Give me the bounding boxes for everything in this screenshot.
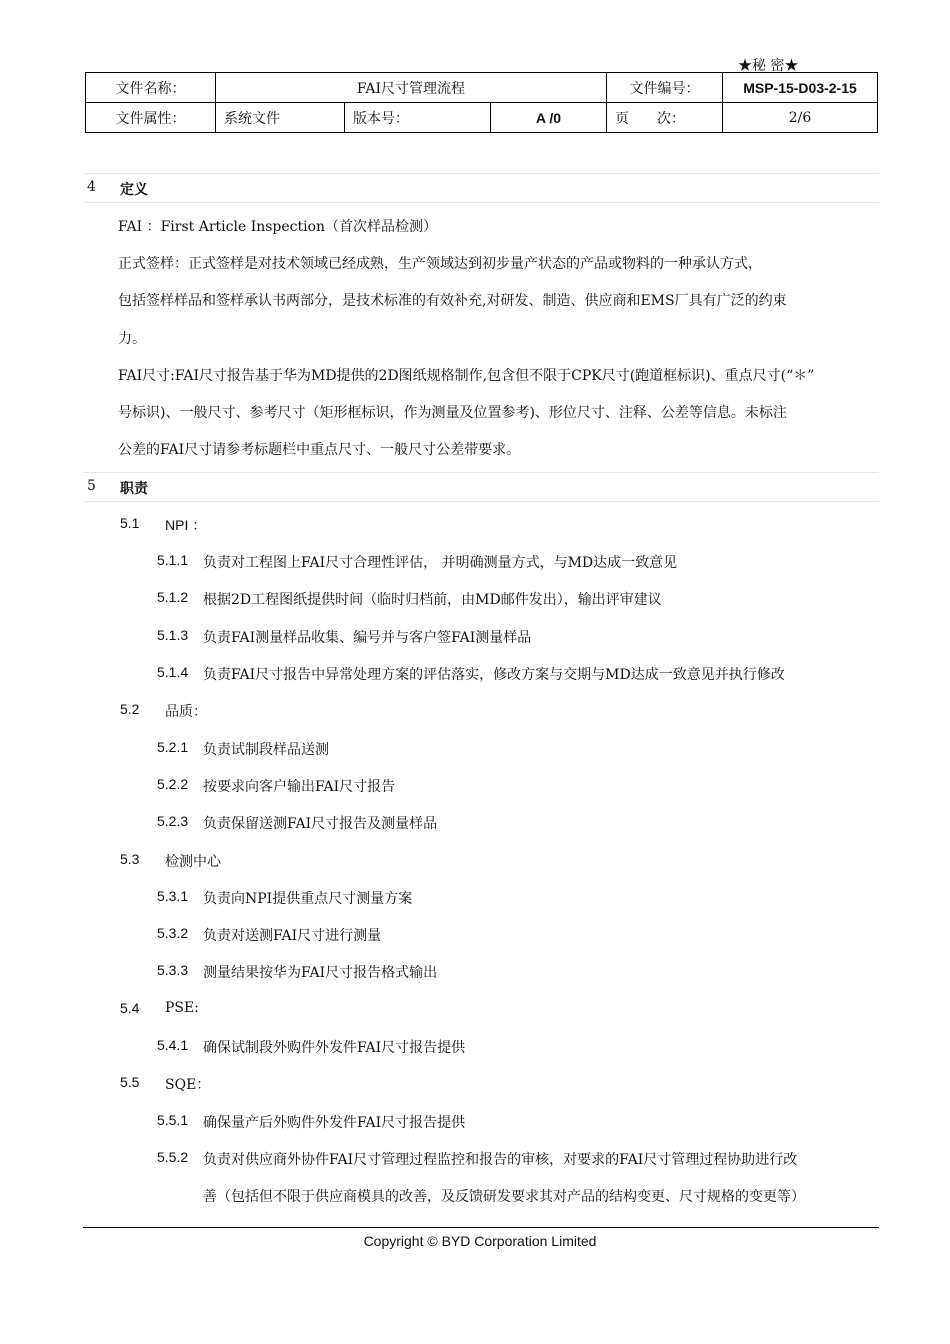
item-text: 确保量产后外购件外发件FAI尺寸报告提供 [203,1115,466,1131]
definition-line: 包括签样样品和签样承认书两部分，是技术标准的有效补充,对研发、制造、供应商和EMS厂具有广泛的约束 [118,293,787,309]
doc-no-value: MSP-15-D03-2-15 [723,73,878,103]
item-number: 5.3.3 [157,962,189,978]
page-value: 2/6 [723,103,878,133]
item-text: 负责对工程图上FAI尺寸合理性评估， 并明确测量方式，与MD达成一致意见 [203,555,678,571]
definition-line: 力。 [118,331,146,347]
item-number: 5.1.3 [157,627,189,643]
subsection-number: 5.4 [120,1000,140,1016]
item-text: 测量结果按华为FAI尺寸报告格式输出 [203,965,438,981]
doc-no-label: 文件编号： [607,73,723,103]
footer-divider [83,1227,879,1228]
subsection-title: 检测中心 [165,854,221,870]
definition-line: FAI ：First Article Inspection（首次样品检测） [118,219,438,235]
copyright-footer: Copyright © BYD Corporation Limited [363,1233,597,1249]
item-number: 5.1.2 [157,589,189,605]
item-number: 5.4.1 [157,1037,189,1053]
definition-line: FAI尺寸:FAI尺寸报告基于华为MD提供的2D图纸规格制作,包含但不限于CPK尺寸(跑道框标识)、重点尺寸(“＊” [118,368,815,384]
version-value: A /0 [491,103,607,133]
subsection-number: 5.2 [120,701,140,717]
item-number: 5.2.3 [157,813,189,829]
section-heading-4 [83,173,879,203]
item-number: 5.1.4 [157,664,189,680]
item-number: 5.1.1 [157,552,189,568]
section-title: 职责 [120,481,148,497]
doc-name-value: FAI尺寸管理流程 [216,73,607,103]
item-text: 负责FAI测量样品收集、编号并与客户签FAI测量样品 [203,630,532,646]
item-number: 5.3.1 [157,888,189,904]
section-heading-5 [83,472,879,502]
definition-line: 号标识)、一般尺寸、参考尺寸（矩形框标识，作为测量及位置参考)、形位尺寸、注释、公差等信息。未标注 [118,405,787,421]
version-label: 版本号： [345,103,491,133]
item-text: 按要求向客户输出FAI尺寸报告 [203,779,396,795]
doc-attr-label: 文件属性： [86,103,216,133]
doc-attr-value: 系统文件 [216,103,345,133]
subsection-number: 5.3 [120,851,140,867]
item-text: 负责对送测FAI尺寸进行测量 [203,928,382,944]
document-header-table [85,72,878,133]
item-text: 根据2D工程图纸提供时间（临时归档前，由MD邮件发出），输出评审建议 [203,592,662,608]
definition-line: 正式签样：正式签样是对技术领域已经成熟，生产领域达到初步量产状态的产品或物料的一种承认方式， [118,256,762,272]
subsection-title: 品质： [165,704,207,720]
item-text: 负责对供应商外协件FAI尺寸管理过程监控和报告的审核，对要求的FAI尺寸管理过程协助进行改 [203,1152,798,1168]
item-number: 5.5.2 [157,1149,189,1165]
item-text: 确保试制段外购件外发件FAI尺寸报告提供 [203,1040,466,1056]
subsection-title: PSE: [165,1000,199,1016]
page-label: 页 次： [607,103,723,133]
section-number: 5 [87,478,96,494]
item-text: 负责FAI尺寸报告中异常处理方案的评估落实，修改方案与交期与MD达成一致意见并执行修改 [203,667,785,683]
section-number: 4 [87,179,96,195]
confidential-mark: ★秘 密★ [738,58,799,74]
doc-name-label: 文件名称： [86,73,216,103]
item-number: 5.2.1 [157,739,189,755]
subsection-number: 5.5 [120,1074,140,1090]
item-text: 负责向NPI提供重点尺寸测量方案 [203,891,413,907]
item-number: 5.5.1 [157,1112,189,1128]
item-number: 5.3.2 [157,925,189,941]
subsection-title: SQE： [165,1077,211,1093]
definition-line: 公差的FAI尺寸请参考标题栏中重点尺寸、一般尺寸公差带要求。 [118,442,521,458]
item-text: 负责保留送测FAI尺寸报告及测量样品 [203,816,438,832]
item-number: 5.2.2 [157,776,189,792]
subsection-number: 5.1 [120,515,140,531]
item-text-continuation: 善（包括但不限于供应商模具的改善，及反馈研发要求其对产品的结构变更、尺寸规格的变更等） [203,1189,805,1205]
subsection-title: NPI ： [165,517,207,533]
section-title: 定义 [120,182,148,198]
item-text: 负责试制段样品送测 [203,742,329,758]
